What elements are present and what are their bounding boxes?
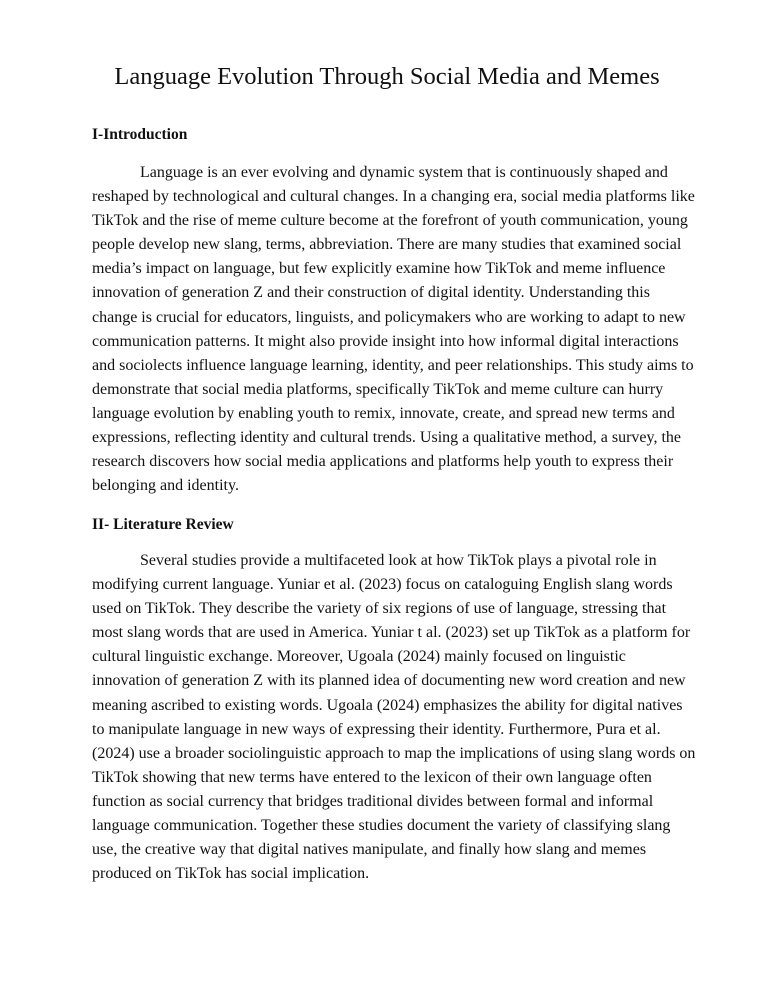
paragraph-line: use, the creative way that digital natives manipulate, and finally how slang and memes xyxy=(92,841,647,859)
paragraph-line: demonstrate that social media platforms, specifically TikTok and meme culture can hurry xyxy=(92,380,664,398)
paragraph-line: (2024) use a broader sociolinguistic approach to map the implications of using slang words on xyxy=(92,744,696,762)
document-title: Language Evolution Through Social Media and Memes xyxy=(114,63,660,90)
paragraph-line: reshaped by technological and cultural changes. In a changing era, social media platforms like xyxy=(92,188,695,206)
paragraph-line: language communication. Together these studies document the variety of classifying slang xyxy=(92,817,671,835)
paragraph-line: produced on TikTok has social implication. xyxy=(92,865,370,883)
paragraph-line: belonging and identity. xyxy=(92,477,239,495)
paragraph-line: Language is an ever evolving and dynamic system that is continuously shaped and xyxy=(140,164,668,181)
paragraph-line: TikTok showing that new terms have entered to the lexicon of their own language often xyxy=(92,768,652,786)
paragraph-line: language evolution by enabling youth to remix, innovate, create, and spread new terms and xyxy=(92,404,675,422)
section-heading-literature-review: II- Literature Review xyxy=(92,516,234,533)
paragraph-line: innovation of generation Z and their construction of digital identity. Understanding this xyxy=(92,284,650,302)
paragraph-line: function as social currency that bridges traditional divides between formal and informal xyxy=(92,792,654,810)
paragraph-line: and sociolects influence language learning, identity, and peer relationships. This study aims to xyxy=(92,356,694,374)
paragraph-line: most slang words that are used in America. Yuniar t al. (2023) set up TikTok as a platform for xyxy=(92,624,691,642)
introduction-paragraph xyxy=(92,161,695,498)
paragraph-line: used on TikTok. They describe the variety of six regions of use of language, stressing that xyxy=(92,600,667,618)
section-heading-introduction: I-Introduction xyxy=(92,126,188,143)
paragraph-line: research discovers how social media applications and platforms help youth to express their xyxy=(92,453,674,471)
literature-review-paragraph xyxy=(92,549,696,886)
paragraph-line: modifying current language. Yuniar et al. (2023) focus on cataloguing English slang words xyxy=(92,576,673,594)
paragraph-line: meaning ascribed to existing words. Ugoala (2024) emphasizes the ability for digital natives xyxy=(92,696,683,714)
paragraph-line: communication patterns. It might also provide insight into how informal digital interactions xyxy=(92,332,679,350)
paragraph-line: people develop new slang, terms, abbreviation. There are many studies that examined social xyxy=(92,236,682,254)
paragraph-line: expressions, reflecting identity and cultural trends. Using a qualitative method, a survey, the xyxy=(92,429,682,447)
paragraph-line: Several studies provide a multifaceted look at how TikTok plays a pivotal role in xyxy=(140,552,657,569)
paragraph-line: cultural linguistic exchange. Moreover, Ugoala (2024) mainly focused on linguistic xyxy=(92,648,626,666)
paragraph-line: media’s impact on language, but few explicitly examine how TikTok and meme influence xyxy=(92,260,666,278)
paragraph-line: innovation of generation Z with its planned idea of documenting new word creation and new xyxy=(92,672,686,690)
paragraph-line: TikTok and the rise of meme culture become at the forefront of youth communication, young xyxy=(92,212,688,230)
paragraph-line: to manipulate language in new ways of expressing their identity. Furthermore, Pura et al. xyxy=(92,720,661,738)
paragraph-line: change is crucial for educators, linguists, and policymakers who are working to adapt to new xyxy=(92,308,686,326)
